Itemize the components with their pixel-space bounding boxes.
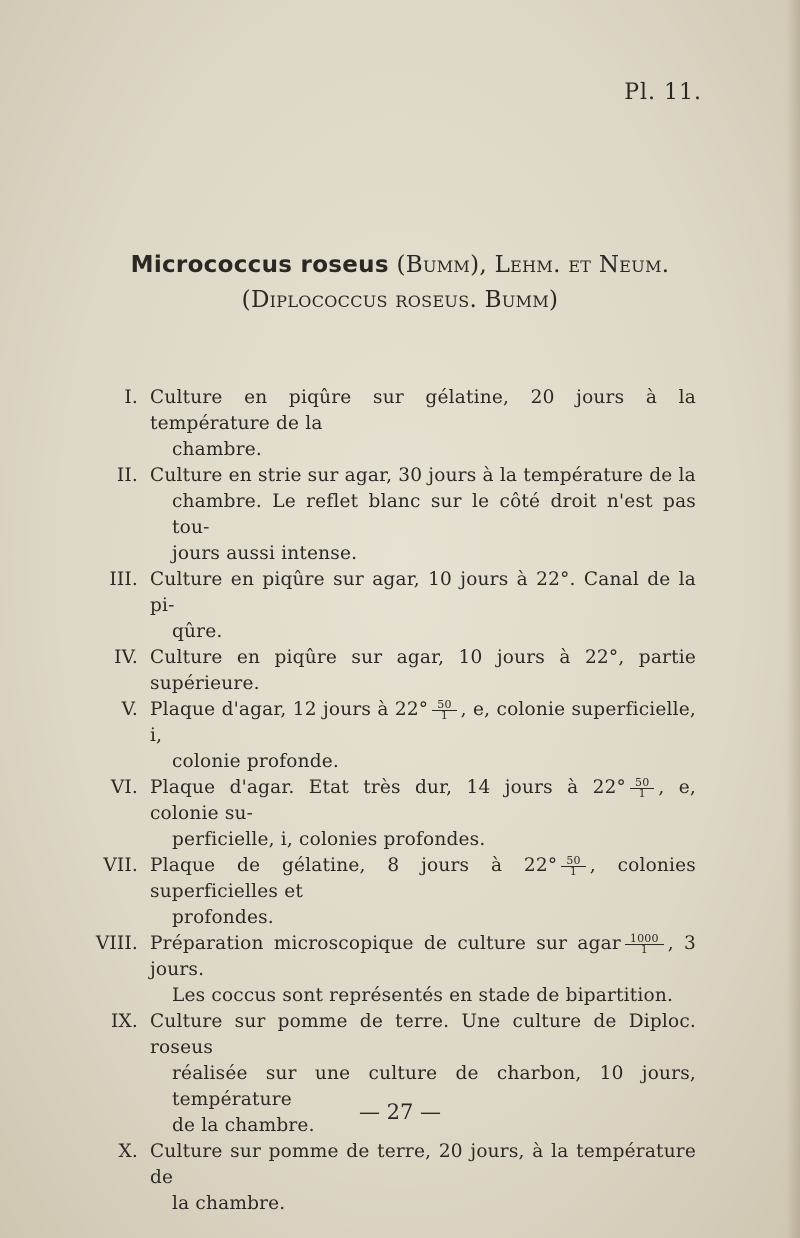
item-first-line: Culture en piqûre sur gélatine, 20 jours à la température de la bbox=[150, 387, 696, 434]
magnification-fraction: $\frac{1000}{1}$ bbox=[625, 934, 664, 955]
item-text bbox=[150, 567, 696, 645]
caption-item bbox=[0, 697, 800, 775]
item-continuation-line: colonie profonde. bbox=[172, 751, 340, 772]
item-continuation-line: réalisée sur une culture de charbon, 10 jours, température bbox=[172, 1063, 696, 1110]
caption-item bbox=[0, 931, 800, 1009]
caption-item bbox=[0, 385, 800, 463]
item-continuation-line: qûre. bbox=[172, 621, 223, 642]
item-number: IX. bbox=[111, 1011, 138, 1032]
item-continuation-line: la chambre. bbox=[172, 1193, 286, 1214]
title-line-1 bbox=[0, 252, 800, 278]
page-number: — 27 — bbox=[358, 1100, 442, 1124]
authors: (Bumm), Lehm. et Neum. bbox=[396, 252, 670, 278]
item-text bbox=[150, 931, 696, 1009]
item-first-line: Plaque d'agar, 12 jours à 22° $\frac{50}{1}$ , e, colonie superficielle, i, bbox=[150, 697, 696, 746]
item-number: II. bbox=[116, 465, 138, 486]
caption-item bbox=[0, 463, 800, 567]
item-text bbox=[150, 775, 696, 853]
item-number: I. bbox=[124, 387, 138, 408]
item-text bbox=[150, 853, 696, 931]
item-text bbox=[150, 385, 696, 463]
item-first-line: Culture en strie sur agar, 30 jours à la température de la bbox=[150, 465, 696, 486]
item-number: X. bbox=[118, 1141, 138, 1162]
item-number: IV. bbox=[114, 647, 138, 668]
item-first-line: Culture sur pomme de terre. Une culture de Diploc. roseus bbox=[150, 1011, 696, 1058]
magnification-fraction: $\frac{50}{1}$ bbox=[561, 856, 585, 877]
item-continuation-line: chambre. bbox=[172, 439, 262, 460]
title-synonym: (Diplococcus roseus. Bumm) bbox=[241, 287, 559, 313]
item-number: V. bbox=[121, 699, 138, 720]
item-first-line: Culture en piqûre sur agar, 10 jours à 22°. Canal de la pi- bbox=[150, 569, 696, 616]
item-continuation-line: jours aussi intense. bbox=[172, 543, 358, 564]
item-number: VI. bbox=[110, 777, 138, 798]
item-text bbox=[150, 697, 696, 775]
plate-number: Pl. 11. bbox=[624, 80, 702, 105]
magnification-fraction: $\frac{50}{1}$ bbox=[630, 778, 654, 799]
item-continuation-line: profondes. bbox=[172, 907, 274, 928]
item-text bbox=[150, 1139, 696, 1217]
caption-item bbox=[0, 775, 800, 853]
caption-list bbox=[0, 385, 800, 1217]
magnification-fraction: $\frac{50}{1}$ bbox=[432, 700, 456, 721]
item-number: VIII. bbox=[95, 933, 138, 954]
caption-item bbox=[0, 645, 800, 697]
organism-name: Micrococcus roseus bbox=[130, 252, 389, 278]
item-continuation-line: chambre. Le reflet blanc sur le côté droit n'est pas tou- bbox=[172, 491, 696, 538]
item-text bbox=[150, 463, 696, 567]
item-continuation-line: de la chambre. bbox=[172, 1115, 315, 1136]
item-first-line: Plaque d'agar. Etat très dur, 14 jours à 22° $\frac{50}{1}$ , e, colonie su- bbox=[150, 775, 696, 824]
item-text bbox=[150, 645, 696, 697]
caption-item bbox=[0, 1139, 800, 1217]
item-number: III. bbox=[109, 569, 138, 590]
caption-item bbox=[0, 853, 800, 931]
item-continuation-line: perficielle, i, colonies profondes. bbox=[172, 829, 486, 850]
item-first-line: Culture sur pomme de terre, 20 jours, à la température de bbox=[150, 1141, 696, 1188]
item-number: VII. bbox=[103, 855, 138, 876]
caption-item bbox=[0, 567, 800, 645]
item-first-line: Plaque de gélatine, 8 jours à 22° $\frac{50}{1}$ , colonies superficielles et bbox=[150, 853, 696, 902]
item-first-line: Préparation microscopique de culture sur agar $\frac{1000}{1}$ , 3 jours. bbox=[150, 931, 696, 980]
item-continuation-line: Les coccus sont représentés en stade de bipartition. bbox=[172, 985, 674, 1006]
item-first-line: Culture en piqûre sur agar, 10 jours à 22°, partie supérieure. bbox=[150, 647, 696, 694]
